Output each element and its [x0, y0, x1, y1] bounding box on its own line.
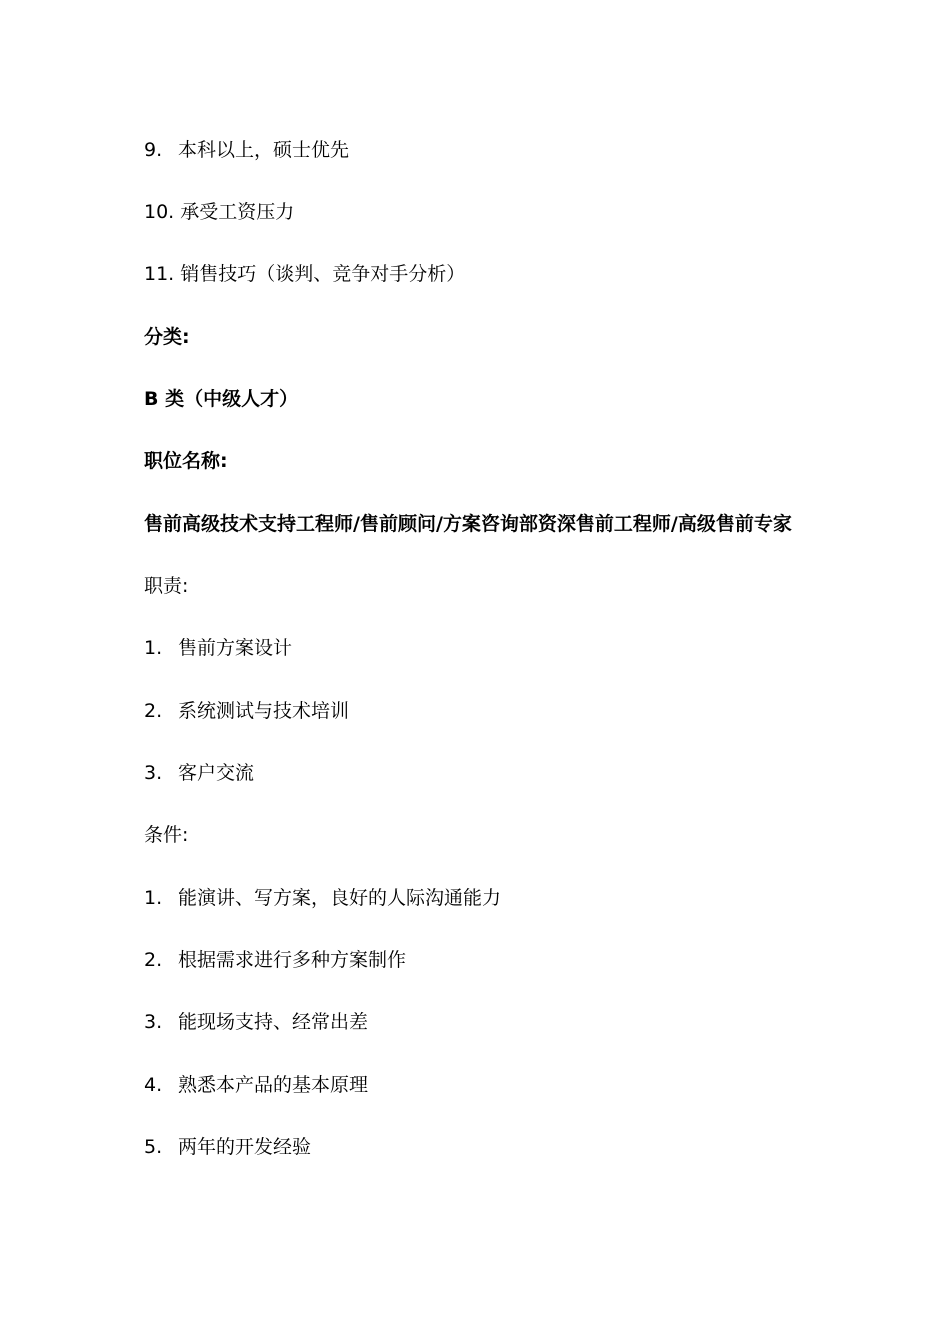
list-item: [144, 883, 501, 913]
list-number: 3.: [144, 1011, 163, 1033]
list-number: 5.: [144, 1136, 163, 1158]
list-item: [144, 633, 292, 663]
list-number: 4.: [144, 1074, 163, 1096]
list-text: 根据需求进行多种方案制作: [178, 949, 407, 971]
category-value: B 类（中级人才）: [144, 388, 299, 410]
list-text: 能演讲、写方案，良好的人际沟通能力: [178, 887, 502, 909]
list-text: 两年的开发经验: [178, 1136, 312, 1158]
list-number: 11.: [144, 263, 175, 285]
category-label: 分类:: [144, 326, 190, 348]
list-text: 系统测试与技术培训: [178, 700, 350, 722]
list-text: 售前方案设计: [178, 637, 293, 659]
list-item: [144, 945, 406, 975]
list-number: 3.: [144, 762, 163, 784]
list-item: [144, 758, 254, 788]
list-text: 本科以上，硕士优先: [178, 139, 350, 161]
list-item: [144, 696, 349, 726]
list-number: 9.: [144, 139, 163, 161]
list-text: 销售技巧（谈判、竞争对手分析）: [180, 263, 466, 285]
list-item: [144, 135, 349, 165]
list-text: 承受工资压力: [180, 201, 295, 223]
position-label: 职位名称:: [144, 450, 228, 472]
list-text: 熟悉本产品的基本原理: [178, 1074, 369, 1096]
list-item: [144, 259, 465, 289]
list-number: 1.: [144, 887, 163, 909]
list-number: 1.: [144, 637, 163, 659]
list-item: [144, 197, 294, 227]
list-number: 10.: [144, 201, 175, 223]
list-item: [144, 1132, 311, 1162]
list-text: 客户交流: [178, 762, 255, 784]
position-title: 售前高级技术支持工程师/售前顾问/方案咨询部资深售前工程师/高级售前专家: [144, 513, 792, 535]
list-item: [144, 1070, 368, 1100]
conditions-label: 条件:: [144, 824, 189, 846]
list-number: 2.: [144, 949, 163, 971]
duties-label: 职责:: [144, 575, 189, 597]
list-number: 2.: [144, 700, 163, 722]
list-text: 能现场支持、经常出差: [178, 1011, 369, 1033]
list-item: [144, 1007, 368, 1037]
